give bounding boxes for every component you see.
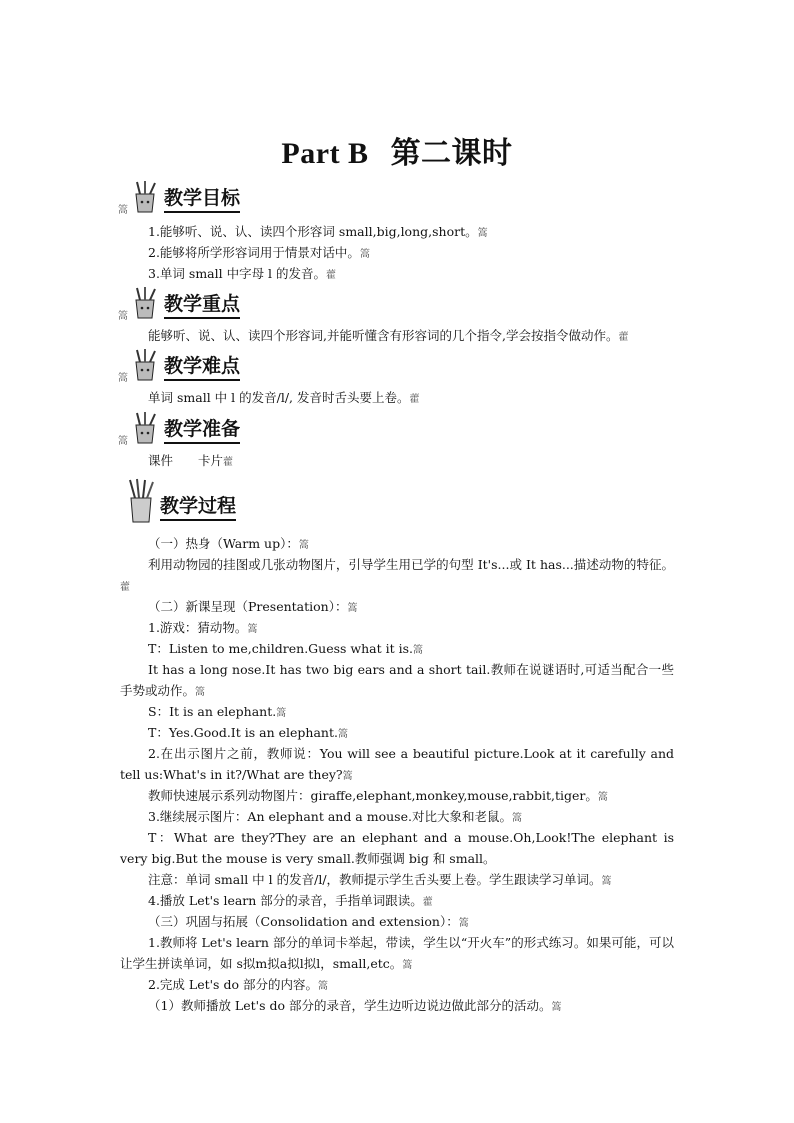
process-line: 1.游戏：猜动物。篙 [148,620,258,635]
process-line: T：Listen to me,children.Guess what it is.篙 [148,641,424,656]
goal-item: 2.能够将所学形容词用于情景对话中。篙 [148,245,370,260]
process-line: 2.完成 Let's do 部分的内容。篙 [148,977,328,992]
process-line: 利用动物园的挂图或几张动物图片，引导学生用已学的句型 It's...或 It has...描述动物的特征。藿 [120,557,674,593]
pencil-cup-icon [132,348,160,382]
preparation-heading: 教学准备 [164,417,240,444]
goal-item: 1.能够听、说、认、读四个形容词 small,big,long,short。篙 [148,224,488,239]
marker-glyph: 篙 [118,373,128,384]
process-line: 3.继续展示图片：An elephant and a mouse.对比大象和老鼠。篙 [148,809,522,824]
process-line: （1）教师播放 Let's do 部分的录音，学生边听边说边做此部分的活动。篙 [148,998,562,1013]
marker-glyph: 篙 [118,436,128,447]
title-part: Part B [281,137,369,170]
key-points-text: 能够听、说、认、读四个形容词,并能听懂含有形容词的几个指令,学会按指令做动作。藿 [148,328,629,343]
page-title [0,128,794,172]
process-line: （三）巩固与拓展（Consolidation and extension）：篙 [148,914,469,929]
pencil-cup-icon [132,286,160,320]
process-line: T：Yes.Good.It is an elephant.篙 [148,725,348,740]
marker-glyph: 篙 [118,205,128,216]
process-line: It has a long nose.It has two big ears and a short tail.教师在说谜语时,可适当配合一些手势或动作。篙 [120,662,674,698]
goals-heading: 教学目标 [164,186,240,213]
process-line: 教师快速展示系列动物图片：giraffe,elephant,monkey,mouse,rabbit,tiger。篙 [148,788,608,803]
key-points-heading: 教学重点 [164,292,240,319]
process-line: （一）热身（Warm up）：篙 [148,536,309,551]
difficulties-heading: 教学难点 [164,354,240,381]
pencil-cup-icon [132,180,160,214]
marker-glyph: 篙 [118,311,128,322]
difficulties-text: 单词 small 中 l 的发音/l/, 发音时舌头要上卷。藿 [148,390,420,405]
process-line: （二）新课呈现（Presentation）：篙 [148,599,358,614]
process-line: S：It is an elephant.篙 [148,704,287,719]
process-line: 1.教师将 Let's learn 部分的单词卡举起，带读，学生以“开火车”的形式练习。如果可能，可以让学生拼读单词，如 s拟m拟a拟l拟l，small,etc。篙 [120,935,674,971]
preparation-text: 课件 卡片藿 [148,453,234,468]
process-heading: 教学过程 [160,494,236,521]
title-lesson: 第二课时 [390,137,513,170]
process-line: 4.播放 Let's learn 部分的录音，手指单词跟读。藿 [148,893,433,908]
process-line: 注意：单词 small 中 l 的发音/l/，教师提示学生舌头要上卷。学生跟读学习单词。篙 [148,872,612,887]
process-line: T：What are they?They are an elephant and a mouse.Oh,Look!The elephant is very big.But the mouse is very small.教师强调 big 和 small。 [120,830,674,866]
pencil-cup-icon [126,478,156,524]
pencil-cup-icon [132,411,160,445]
goal-item: 3.单词 small 中字母 l 的发音。藿 [148,266,337,281]
process-line: 2.在出示图片之前，教师说：You will see a beautiful picture.Look at it carefully and tell us:What's in it?/What are they?篙 [120,746,674,782]
